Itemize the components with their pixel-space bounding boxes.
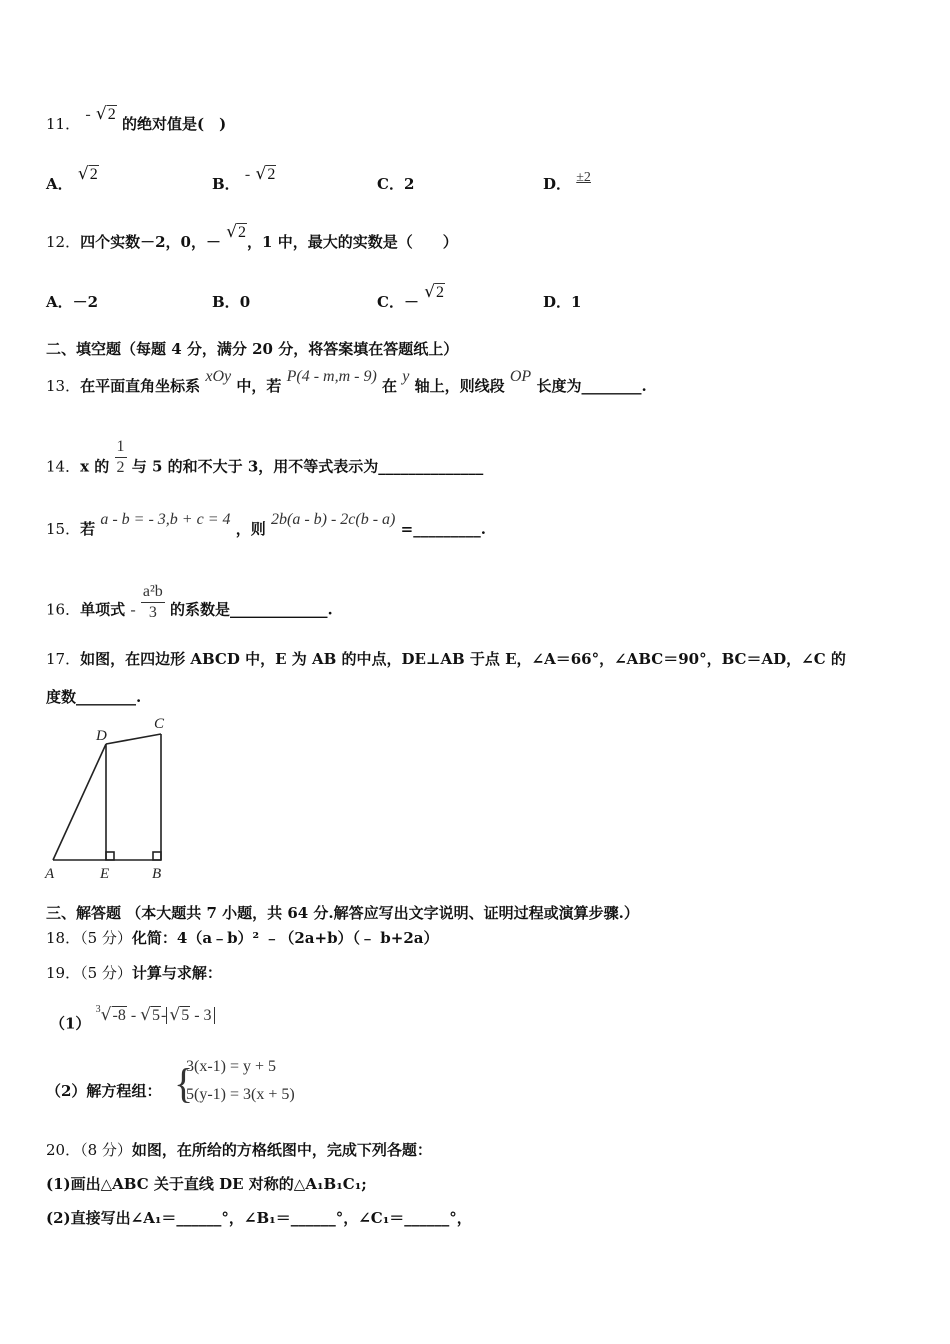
q12-option-b: B．0 — [212, 293, 251, 311]
q12-option-c: C．－ √2 — [377, 282, 445, 311]
side-dc — [106, 734, 161, 744]
label-b: B — [152, 866, 162, 882]
system-eq1: 3(x-1) = y + 5 — [186, 1058, 277, 1075]
right-angle-b — [153, 852, 161, 860]
q16: 16．单项式 - $\frac{\text{a²b}}{3}$ 的系数是_____________. — [46, 583, 333, 621]
q14: 14．x 的 $\frac{1}{2}$ 与 5 的和不大于 3，用不等式表示为______________ — [46, 438, 484, 476]
q11-number: 11． — [46, 115, 81, 133]
q11-stem — [46, 104, 227, 135]
q11-minus: - — [85, 106, 91, 123]
q15: 15．若 a - b = - 3,b + c = 4 ，则 2b(a - b) - 2c(b - a) =_________. — [46, 511, 486, 538]
q20-part1: (1)画出△ABC 关于直线 DE 对称的△A₁B₁C₁; — [46, 1175, 367, 1193]
q12-option-d: D．1 — [543, 293, 582, 311]
q11-option-a: A． √2 — [46, 164, 98, 193]
q11-option-d: D． ±2 — [543, 170, 591, 193]
section-3-heading: 三、解答题 （本大题共 7 小题，共 64 分.解答应写出文字说明、证明过程或演算步骤.） — [46, 904, 639, 922]
q11-option-c: C．2 — [377, 175, 415, 193]
q11-text: 的绝对值是( ) — [121, 115, 227, 133]
q14-fraction: $\frac{1}{2}$ — [116, 438, 125, 476]
label-d: D — [96, 728, 107, 744]
label-a: A — [45, 866, 55, 882]
q11-radical: √2 — [95, 104, 116, 124]
q18: 18．（5 分）化简：4（a﹣b）² ﹣（2a+b）（﹣ b+2a） — [46, 929, 439, 947]
system-brace: { — [174, 1059, 194, 1108]
q17-line1: 17．如图，在四边形 ABCD 中，E 为 AB 的中点，DE⊥AB 于点 E，∠A＝66°，∠ABC＝90°，BC＝AD，∠C 的 — [46, 650, 846, 668]
q11-option-b: B． - √2 — [212, 164, 276, 193]
section-2-heading: 二、填空题（每题 4 分，满分 20 分，将答案填在答题纸上） — [46, 340, 459, 358]
q19-part1: （1） $^3$√-8 - √5- √5 - 3 — [50, 1010, 215, 1034]
q20-part2: (2)直接写出∠A₁＝______°，∠B₁＝______°，∠C₁＝______°， — [46, 1209, 472, 1227]
label-c: C — [154, 716, 165, 732]
q12-stem: 12．四个实数－2，0，－ √2，1 中，最大的实数是（ ） — [46, 222, 458, 251]
q12-option-a: A．－2 — [46, 293, 99, 311]
q19: 19．（5 分）计算与求解： — [46, 964, 222, 982]
cube-root-index: 3 — [95, 1004, 101, 1015]
q19-part2: （2）解方程组： — [46, 1082, 162, 1100]
system-eq2: 5(y-1) = 3(x + 5) — [186, 1086, 295, 1103]
q17-line2: 度数________. — [46, 688, 142, 706]
right-angle-e — [106, 852, 114, 860]
q17-figure — [40, 712, 180, 884]
side-ad — [53, 744, 106, 860]
label-e: E — [100, 866, 110, 882]
q13: 13．在平面直角坐标系 xOy 中，若 P(4 - m,m - 9) 在 y 轴上，则线段 OP 长度为________. — [46, 368, 647, 395]
q16-fraction: $\frac{\text{a²b}}{3}$ — [142, 583, 163, 621]
q20: 20．（8 分）如图，在所给的方格纸图中，完成下列各题： — [46, 1141, 432, 1159]
